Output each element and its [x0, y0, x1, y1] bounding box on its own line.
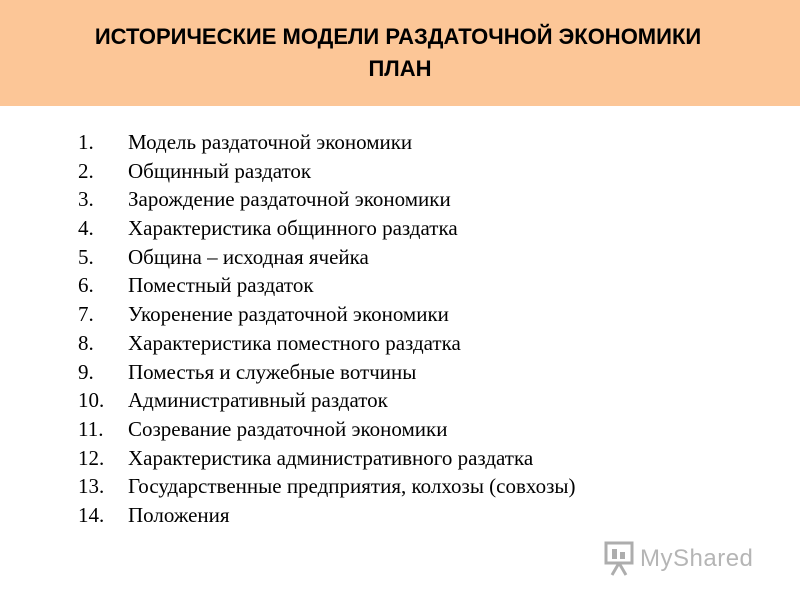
plan-item: [78, 444, 768, 473]
plan-item-text: Характеристика общинного раздатка: [128, 216, 458, 241]
plan-item-text: Характеристика административного раздатка: [128, 445, 534, 470]
slide-title: ИСТОРИЧЕСКИЕ МОДЕЛИ РАЗДАТОЧНОЙ ЭКОНОМИКИ: [94, 24, 702, 49]
plan-item: [78, 329, 768, 358]
plan-item-number: 9.: [78, 359, 94, 384]
plan-item-text: Поместья и служебные вотчины: [128, 359, 417, 384]
plan-item: [78, 185, 768, 214]
plan-item-text: Созревание раздаточной экономики: [128, 416, 448, 441]
plan-item-number: 11.: [78, 416, 104, 441]
plan-item-number: 4.: [78, 216, 94, 241]
plan-item: [78, 128, 768, 157]
watermark-logo-text: MyShared: [640, 545, 754, 572]
plan-item-number: 6.: [78, 273, 94, 298]
plan-item: [78, 157, 768, 186]
plan-list: [78, 128, 768, 530]
plan-item-text: Община – исходная ячейка: [128, 244, 369, 269]
plan-item-number: 2.: [78, 158, 94, 183]
plan-item: [78, 415, 768, 444]
plan-item-number: 8.: [78, 330, 94, 355]
plan-item-text: Модель раздаточной экономики: [128, 130, 413, 154]
plan-item: [78, 271, 768, 300]
plan-item-text: Укоренение раздаточной экономики: [128, 302, 449, 327]
plan-item: [78, 300, 768, 329]
plan-item-text: Административный раздаток: [128, 388, 388, 413]
plan-item-number: 3.: [78, 187, 94, 212]
presentation-board-icon: [604, 541, 634, 577]
plan-item-number: 14.: [78, 502, 105, 527]
plan-item: [78, 501, 768, 530]
plan-item-text: Положения: [128, 502, 230, 527]
plan-item-text: Общинный раздаток: [128, 158, 312, 183]
plan-item: [78, 214, 768, 243]
plan-item-number: 1.: [78, 130, 94, 154]
plan-item-number: 13.: [78, 474, 105, 499]
plan-item-text: Характеристика поместного раздатка: [128, 330, 461, 355]
plan-item-text: Поместный раздаток: [128, 273, 314, 298]
plan-item: [78, 472, 768, 501]
plan-item: [78, 358, 768, 387]
plan-item-number: 7.: [78, 302, 94, 327]
watermark: [604, 540, 764, 578]
slide-subtitle: ПЛАН: [368, 56, 432, 81]
plan-item-number: 12.: [78, 445, 105, 470]
plan-item-number: 10.: [78, 388, 105, 413]
title-banner: [0, 0, 800, 106]
plan-item-text: Зарождение раздаточной экономики: [128, 187, 451, 212]
plan-item: [78, 243, 768, 272]
plan-item-text: Государственные предприятия, колхозы (совхозы): [128, 474, 576, 499]
plan-item-number: 5.: [78, 244, 94, 269]
plan-item: [78, 386, 768, 415]
